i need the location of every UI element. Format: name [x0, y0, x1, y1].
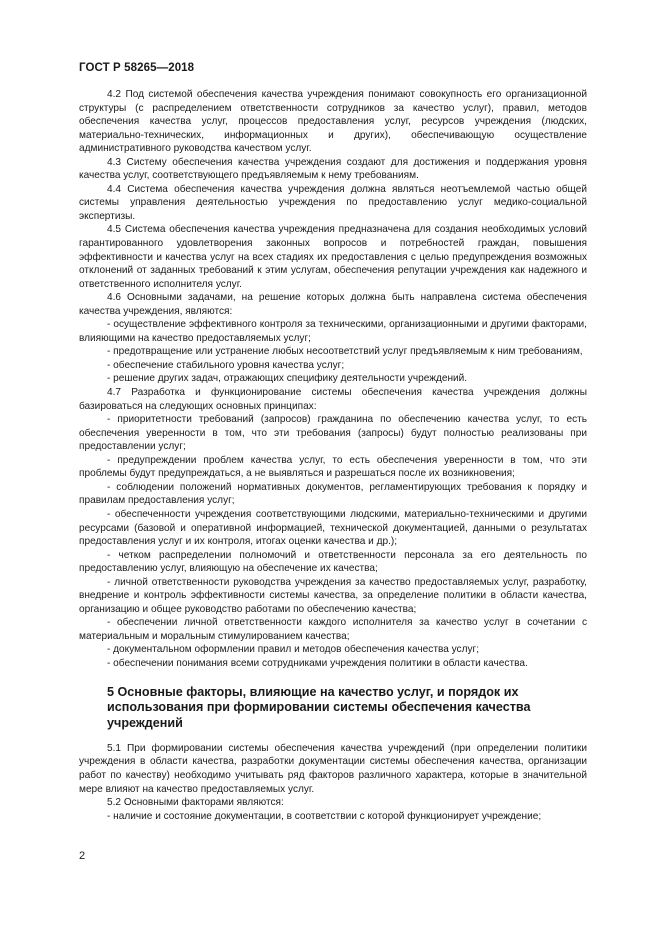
list-item: - обеспечении понимания всеми сотрудниками учреждения политики в области качества.: [107, 657, 528, 669]
paragraph-4-3: 4.3 Систему обеспечения качества учреждения создают для достижения и поддержания уровня качества услуг, соответствующего предъявляемым к нему требованиям.: [79, 156, 587, 182]
list-item: - наличие и состояние документации, в соответствии с которой функционирует учреждение;: [107, 810, 542, 822]
list-item: - обеспеченности учреждения соответствующими людскими, материально-техническими и другими ресурсами (базовой и оперативной информацией, технической документацией, данными о результатах предоставления услуг и их контроля, итогах оценки качества и др.);: [79, 508, 587, 548]
list-item: - предотвращение или устранение любых несоответствий услуг предъявляемым к ним требованиям,: [107, 346, 583, 358]
list-item: - обеспечение стабильного уровня качества услуг;: [107, 359, 345, 371]
document-body: [79, 88, 587, 823]
paragraph-5-1: 5.1 При формировании системы обеспечения качества учреждений (при определении политики учреждения в области качества, разработки документации системы обеспечения качества, организации работ по качеству) необходимо учитывать ряд факторов различного характера, которые в значительной мере влияют на качество предоставляемых услуг.: [79, 742, 587, 795]
page-number: 2: [79, 850, 86, 862]
paragraph-4-6: 4.6 Основными задачами, на решение которых должна быть направлена система обеспечения качества учреждения, являются:: [79, 292, 587, 317]
paragraph-4-2: 4.2 Под системой обеспечения качества учреждения понимают совокупность его организационной структуры (с распределением ответственности сотрудников за качество услуг), правил, методов обеспечения качества услуг, процессов предоставления услуг, ресурсов учреждения (людских, материально-технических, информационных и других), обеспечивающую осуществление административного руководства качеством услуг.: [79, 89, 587, 155]
list-item: - обеспечении личной ответственности каждого исполнителя за качество услуг в сочетании с материальным и моральным стимулированием качества;: [79, 617, 587, 642]
list-item: - четком распределении полномочий и ответственности персонала за его деятельность по предоставлению услуг, влияющую на обеспечение их качества;: [79, 549, 587, 575]
list-item: - соблюдении положений нормативных документов, регламентирующих требования к порядку и правилам предоставления услуг;: [79, 481, 587, 507]
document-header: ГОСТ Р 58265—2018: [79, 62, 195, 74]
list-item: - приоритетности требований (запросов) гражданина по обеспечению качества услуг, то есть обеспечения уверенности в том, что эти требования (запросы) будут полностью реализованы при предоставлении услуг;: [79, 414, 587, 453]
paragraph-4-4: 4.4 Система обеспечения качества учреждения должна являться неотъемлемой частью общей системы управления деятельностью учреждения по предоставлению услуг медико-социальной экспертизы.: [79, 183, 587, 222]
section-5-title: 5 Основные факторы, влияющие на качество услуг, и порядок их использования при формировании системы обеспечения качества учреждений: [107, 684, 531, 731]
paragraph-5-2: 5.2 Основными факторами являются:: [107, 797, 284, 809]
list-item: - предупреждении проблем качества услуг, то есть обеспечения уверенности в том, что эти проблемы будут предупреждаться, а не выявляться и разрешаться после их возникновения;: [79, 454, 587, 480]
list-item: - решение других задач, отражающих специфику деятельности учреждений.: [107, 373, 468, 385]
list-item: - документальном оформлении правил и методов обеспечения качества услуг;: [107, 644, 480, 656]
list-item: - осуществление эффективного контроля за техническими, организационными и другими факторами, влияющими на качество предоставляемых услуг;: [79, 319, 587, 344]
paragraph-4-7: 4.7 Разработка и функционирование системы обеспечения качества учреждения должны базироваться на следующих основных принципах:: [79, 387, 587, 412]
paragraph-4-5: 4.5 Система обеспечения качества учреждения предназначена для создания необходимых условий гарантированного удовлетворения законных вопросов и потребностей граждан, повышения эффективности и качества услуг на всех стадиях их предоставления с целью предупреждения возможных отклонений от заданных требований к этим услугам, обеспечения репутации учреждения как надежного и ответственного исполнителя услуг.: [79, 224, 587, 290]
list-item: - личной ответственности руководства учреждения за качество предоставляемых услуг, разработку, внедрение и контроль эффективности системы качества, за определение политики в области качества, организацию и общее руководство работами по обеспечению качества;: [79, 576, 587, 615]
